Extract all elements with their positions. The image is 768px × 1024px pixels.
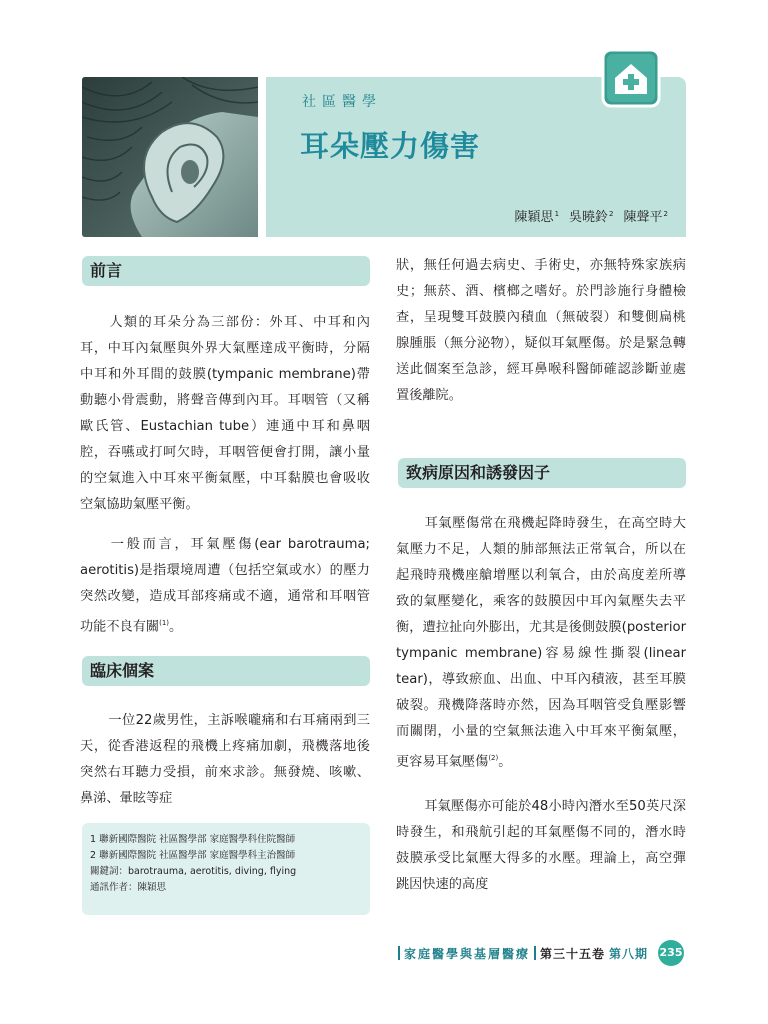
author-list <box>515 206 668 225</box>
volume-label: 第三十五卷 <box>539 946 605 961</box>
footnote: 1 聯新國際醫院 社區醫學部 家庭醫學科住院醫師 <box>90 834 296 845</box>
cause-paragraph-2: 耳氣壓傷亦可能於48小時內潛水至50英尺深時發生，和飛航引起的耳氣壓傷不同的，潛水時鼓膜承受比氣壓大得多的水壓。理論上，高空彈跳因快速的高度 <box>396 799 686 892</box>
keywords: 關鍵詞：barotrauma, aerotitis, diving, flying <box>90 866 297 877</box>
section-heading-case: 臨床個案 <box>82 656 370 686</box>
footnote: 2 聯新國際醫院 社區醫學部 家庭醫學科主治醫師 <box>90 850 296 861</box>
intro-paragraph-2: 一般而言，耳氣壓傷(ear barotrauma; aerotitis)是指環境周遭（包括空氣或水）的壓力突然改變，造成耳部疼痛或不適，通常和耳咽管功能不良有關$^{(1)}$。 <box>80 537 370 635</box>
citation-ref: (1) <box>159 619 170 627</box>
citation-ref: (2) <box>488 754 499 762</box>
author: 陳穎思$^1$ <box>514 209 560 225</box>
page-number: 235 <box>658 940 684 966</box>
case-paragraph-2: 狀，無任何過去病史、手術史，亦無特殊家族病史；無菸、酒、檳榔之嗜好。於門診施行身體檢查，呈現雙耳鼓膜內積血（無破裂）和雙側扁桃腺腫脹（無分泌物），疑似耳氣壓傷。於是緊急轉送此個案至急診，經耳鼻喉科醫師確認診斷並處置後離院。 <box>396 258 686 403</box>
category-label: 社區醫學 <box>302 94 382 110</box>
author: 吳曉鈴$^2$ <box>569 209 614 225</box>
article-title: 耳朵壓力傷害 <box>300 129 481 163</box>
section-heading-cause: 致病原因和誘發因子 <box>398 458 686 488</box>
cause-paragraph-1: 耳氣壓傷常在飛機起降時發生，在高空時大氣壓力不足，人類的肺部無法正常氧合，所以在起飛時飛機座艙增壓以利氧合，由於高度差所導致的氣壓變化，乘客的鼓膜因中耳內氣壓失去平衡，遭拉扯向外膨出，尤其是後側鼓膜(posterior tympanic membrane)容易線性撕裂(linear tear)，導致瘀血、出血、中耳內積液，甚至耳膜破裂。飛機降落時亦然，因為耳咽管受負壓影響而關閉，小量的空氣無法進入中耳來平衡氣壓，更容易耳氣壓傷$^{(2)}$。 <box>396 516 686 770</box>
divider <box>398 946 400 960</box>
footnote-box <box>82 823 370 915</box>
corresponding-author: 通訊作者：陳穎思 <box>90 882 167 893</box>
divider <box>534 946 536 960</box>
intro-paragraph-1: 人類的耳朵分為三部份：外耳、中耳和內耳，中耳內氣壓與外界大氣壓達成平衡時，分隔中耳和外耳間的鼓膜(tympanic membrane)帶動聽小骨震動，將聲音傳到內耳。耳咽管（又稱歐氏管、Eustachian tube）連通中耳和鼻咽腔，吞嚥或打呵欠時，耳咽管便會打開，讓小量的空氣進入中耳來平衡氣壓，中耳黏膜也會吸收空氣協助氣壓平衡。 <box>80 315 370 512</box>
author: 陳聲平$^2$ <box>623 209 668 225</box>
case-paragraph-1: 一位22歲男性，主訴喉嚨痛和右耳痛兩到三天，從香港返程的飛機上疼痛加劇，飛機落地後突然右耳聽力受損，前來求診。無發燒、咳嗽、鼻涕、暈眩等症 <box>80 713 370 806</box>
issue-label: 第八期 <box>608 946 648 961</box>
journal-name: 家庭醫學與基層醫療 <box>403 946 530 961</box>
page-footer <box>398 940 684 966</box>
hospital-icon <box>601 48 661 108</box>
section-heading-intro: 前言 <box>82 256 370 286</box>
ear-photo <box>82 77 258 237</box>
